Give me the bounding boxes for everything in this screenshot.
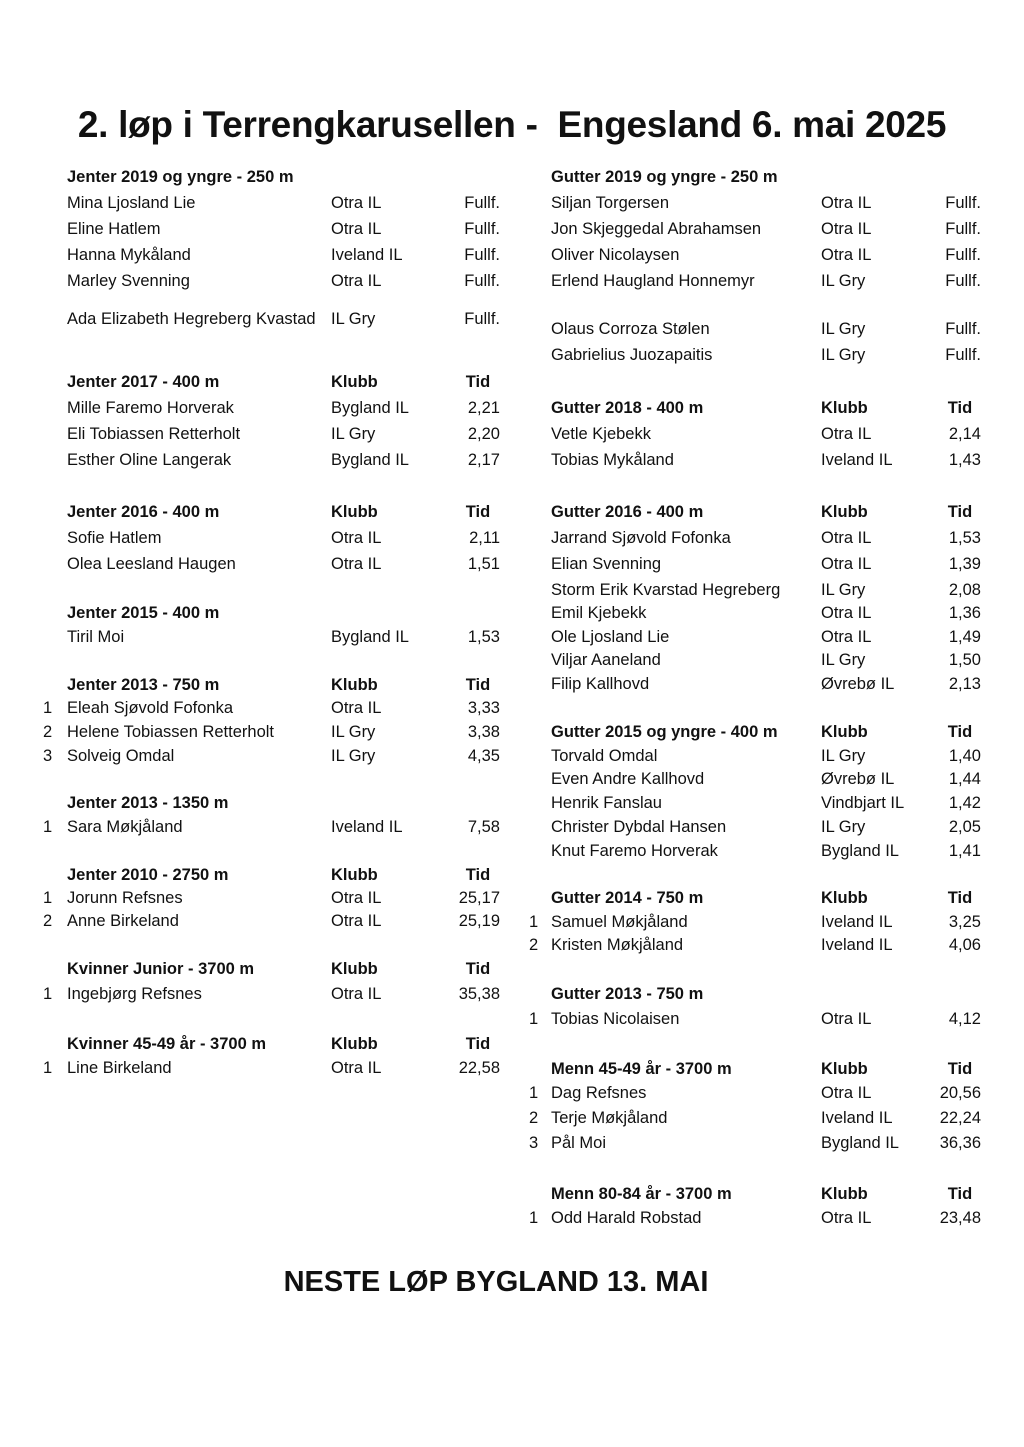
column-header-club: Klubb [821,399,868,417]
athlete-name: Jarrand Sjøvold Fofonka [551,529,731,547]
club-name: IL Gry [331,425,376,443]
placement: 2 [43,723,53,741]
finish-time: Fullf. [464,194,500,212]
placement: 1 [529,1209,539,1227]
athlete-name: Mina Ljosland Lie [67,194,196,212]
placement: 3 [43,747,53,765]
club-name: Iveland IL [821,1109,893,1127]
section-title: Gutter 2018 - 400 m [551,399,704,417]
club-name: IL Gry [821,272,866,290]
club-name: Otra IL [821,1209,872,1227]
column-header-time: Tid [465,1035,491,1053]
athlete-name: Anne Birkeland [67,912,179,930]
finish-time: 22,24 [939,1109,981,1127]
athlete-name: Terje Møkjåland [551,1109,668,1127]
club-name: IL Gry [821,581,866,599]
finish-time: Fullf. [945,272,981,290]
finish-time: 3,33 [467,699,500,717]
athlete-name: Ada Elizabeth Hegreberg Kvastad [67,310,316,328]
column-header-club: Klubb [821,503,868,521]
club-name: Otra IL [821,194,872,212]
club-name: Bygland IL [821,1134,899,1152]
athlete-name: Erlend Haugland Honnemyr [551,272,755,290]
column-header-time: Tid [947,1060,973,1078]
finish-time: Fullf. [464,246,500,264]
placement: 1 [529,1010,539,1028]
column-header-time: Tid [465,866,491,884]
athlete-name: Christer Dybdal Hansen [551,818,727,836]
club-name: Otra IL [821,220,872,238]
athlete-name: Elian Svenning [551,555,662,573]
athlete-name: Olaus Corroza Stølen [551,320,710,338]
club-name: Otra IL [821,555,872,573]
column-header-club: Klubb [331,866,378,884]
club-name: Otra IL [331,220,382,238]
finish-time: 2,08 [948,581,981,599]
club-name: Vindbjart IL [821,794,905,812]
club-name: Otra IL [331,699,382,717]
section-title: Jenter 2015 - 400 m [67,604,220,622]
placement: 1 [529,1084,539,1102]
club-name: Øvrebø IL [821,770,895,788]
placement: 3 [529,1134,539,1152]
club-name: Otra IL [821,1084,872,1102]
club-name: Iveland IL [331,246,403,264]
athlete-name: Eli Tobiassen Retterholt [67,425,241,443]
column-header-club: Klubb [331,373,378,391]
club-name: Bygland IL [821,842,899,860]
club-name: Iveland IL [821,451,893,469]
finish-time: 22,58 [458,1059,500,1077]
section-title: Gutter 2014 - 750 m [551,889,704,907]
athlete-name: Eline Hatlem [67,220,161,238]
athlete-name: Eleah Sjøvold Fofonka [67,699,234,717]
section-title: Gutter 2019 og yngre - 250 m [551,168,778,186]
finish-time: 2,17 [467,451,500,469]
placement: 2 [43,912,53,930]
placement: 1 [43,889,53,907]
placement: 2 [529,936,539,954]
placement: 1 [43,818,53,836]
finish-time: 35,38 [458,985,500,1003]
athlete-name: Sofie Hatlem [67,529,162,547]
finish-time: 1,41 [948,842,981,860]
finish-time: 25,19 [458,912,500,930]
club-name: IL Gry [331,310,376,328]
club-name: Iveland IL [821,936,893,954]
club-name: Iveland IL [331,818,403,836]
athlete-name: Tiril Moi [67,628,125,646]
finish-time: 2,21 [467,399,500,417]
placement: 1 [529,913,539,931]
athlete-name: Emil Kjebekk [551,604,647,622]
finish-time: 2,20 [467,425,500,443]
section-title: Kvinner 45-49 år - 3700 m [67,1035,267,1053]
column-header-time: Tid [947,723,973,741]
athlete-name: Solveig Omdal [67,747,175,765]
finish-time: 2,11 [469,529,500,547]
athlete-name: Pål Moi [551,1134,607,1152]
club-name: Otra IL [331,272,382,290]
section-title: Jenter 2017 - 400 m [67,373,220,391]
finish-time: Fullf. [945,194,981,212]
section-title: Jenter 2019 og yngre - 250 m [67,168,294,186]
finish-time: 1,49 [948,628,981,646]
section-title: Jenter 2013 - 1350 m [67,794,229,812]
athlete-name: Vetle Kjebekk [551,425,651,443]
column-header-time: Tid [465,503,491,521]
finish-time: 1,36 [948,604,981,622]
section-title: Jenter 2016 - 400 m [67,503,220,521]
finish-time: 23,48 [939,1209,981,1227]
athlete-name: Sara Møkjåland [67,818,183,836]
club-name: IL Gry [821,818,866,836]
athlete-name: Helene Tobiassen Retterholt [67,723,274,741]
club-name: IL Gry [331,723,376,741]
club-name: Bygland IL [331,399,409,417]
club-name: IL Gry [821,651,866,669]
club-name: Otra IL [821,246,872,264]
athlete-name: Dag Refsnes [551,1084,647,1102]
finish-time: 1,53 [948,529,981,547]
finish-time: 1,39 [948,555,981,573]
athlete-name: Even Andre Kallhovd [551,770,705,788]
finish-time: 1,50 [948,651,981,669]
athlete-name: Line Birkeland [67,1059,172,1077]
column-header-club: Klubb [331,1035,378,1053]
finish-time: 3,38 [467,723,500,741]
finish-time: 1,51 [467,555,500,573]
athlete-name: Olea Leesland Haugen [67,555,236,573]
athlete-name: Storm Erik Kvarstad Hegreberg [551,581,781,599]
finish-time: Fullf. [464,310,500,328]
section-title: Menn 80-84 år - 3700 m [551,1185,732,1203]
placement: 1 [43,985,53,1003]
athlete-name: Jon Skjeggedal Abrahamsen [551,220,762,238]
club-name: Bygland IL [331,451,409,469]
column-header-club: Klubb [821,1185,868,1203]
athlete-name: Torvald Omdal [551,747,658,765]
athlete-name: Siljan Torgersen [551,194,670,212]
finish-time: 1,53 [467,628,500,646]
athlete-name: Kristen Møkjåland [551,936,684,954]
club-name: Otra IL [331,1059,382,1077]
finish-time: 2,13 [948,675,981,693]
club-name: Iveland IL [821,913,893,931]
athlete-name: Hanna Mykåland [67,246,191,264]
finish-time: 1,40 [948,747,981,765]
finish-time: Fullf. [464,220,500,238]
club-name: IL Gry [821,346,866,364]
club-name: IL Gry [821,320,866,338]
club-name: IL Gry [821,747,866,765]
column-header-club: Klubb [331,960,378,978]
athlete-name: Esther Oline Langerak [67,451,232,469]
finish-time: 4,12 [948,1010,981,1028]
athlete-name: Viljar Aaneland [551,651,661,669]
athlete-name: Tobias Mykåland [551,451,674,469]
column-header-club: Klubb [821,889,868,907]
athlete-name: Odd Harald Robstad [551,1209,702,1227]
club-name: Otra IL [331,194,382,212]
finish-time: 1,43 [948,451,981,469]
club-name: Otra IL [821,628,872,646]
athlete-name: Henrik Fanslau [551,794,662,812]
section-title: Jenter 2013 - 750 m [67,676,220,694]
finish-time: 2,14 [948,425,981,443]
finish-time: 2,05 [948,818,981,836]
athlete-name: Mille Faremo Horverak [67,399,234,417]
finish-time: Fullf. [945,320,981,338]
column-header-time: Tid [465,373,491,391]
club-name: Otra IL [821,425,872,443]
section-title: Kvinner Junior - 3700 m [67,960,255,978]
section-title: Gutter 2013 - 750 m [551,985,704,1003]
finish-time: 1,44 [948,770,981,788]
section-title: Gutter 2015 og yngre - 400 m [551,723,778,741]
athlete-name: Knut Faremo Horverak [551,842,718,860]
column-header-club: Klubb [821,723,868,741]
finish-time: 1,42 [948,794,981,812]
column-header-time: Tid [947,889,973,907]
column-header-time: Tid [947,399,973,417]
athlete-name: Marley Svenning [67,272,190,290]
athlete-name: Samuel Møkjåland [551,913,688,931]
finish-time: Fullf. [945,220,981,238]
placement: 1 [43,1059,53,1077]
column-header-club: Klubb [331,503,378,521]
club-name: Otra IL [821,604,872,622]
finish-time: 4,06 [948,936,981,954]
club-name: IL Gry [331,747,376,765]
club-name: Otra IL [331,889,382,907]
column-header-time: Tid [465,960,491,978]
column-header-time: Tid [947,503,973,521]
athlete-name: Ingebjørg Refsnes [67,985,202,1003]
athlete-name: Jorunn Refsnes [67,889,183,907]
athlete-name: Filip Kallhovd [551,675,650,693]
athlete-name: Gabrielius Juozapaitis [551,346,713,364]
finish-time: Fullf. [945,346,981,364]
column-header-time: Tid [947,1185,973,1203]
athlete-name: Tobias Nicolaisen [551,1010,680,1028]
finish-time: 3,25 [948,913,981,931]
finish-time: 4,35 [467,747,500,765]
finish-time: Fullf. [945,246,981,264]
finish-time: 7,58 [467,818,500,836]
club-name: Otra IL [331,555,382,573]
finish-time: Fullf. [464,272,500,290]
column-header-club: Klubb [331,676,378,694]
club-name: Øvrebø IL [821,675,895,693]
finish-time: 20,56 [939,1084,981,1102]
club-name: Bygland IL [331,628,409,646]
athlete-name: Ole Ljosland Lie [551,628,670,646]
athlete-name: Oliver Nicolaysen [551,246,680,264]
section-title: Jenter 2010 - 2750 m [67,866,229,884]
placement: 2 [529,1109,539,1127]
finish-time: 36,36 [939,1134,981,1152]
column-header-club: Klubb [821,1060,868,1078]
page-title: 2. løp i Terrengkarusellen - Engesland 6. mai 2025 [77,104,947,145]
next-race-notice: NESTE LØP BYGLAND 13. MAI [283,1266,709,1298]
club-name: Otra IL [821,1010,872,1028]
club-name: Otra IL [821,529,872,547]
club-name: Otra IL [331,912,382,930]
club-name: Otra IL [331,529,382,547]
section-title: Gutter 2016 - 400 m [551,503,704,521]
finish-time: 25,17 [458,889,500,907]
column-header-time: Tid [465,676,491,694]
club-name: Otra IL [331,985,382,1003]
section-title: Menn 45-49 år - 3700 m [551,1060,732,1078]
placement: 1 [43,699,53,717]
